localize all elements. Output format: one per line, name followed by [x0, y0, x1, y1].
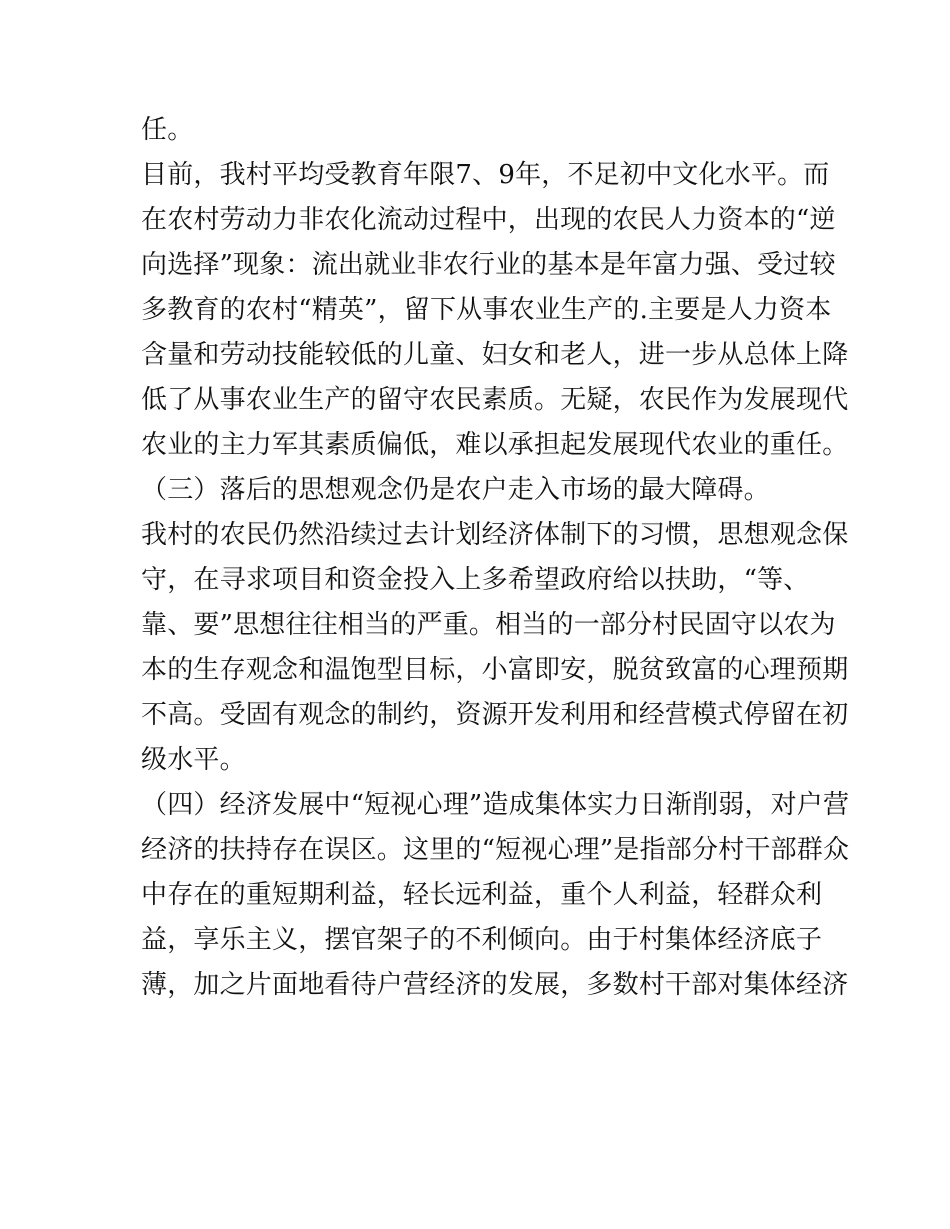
text-line: 靠、要”思想往往相当的严重。相当的一部分村民固守以农为 — [141, 610, 836, 640]
section-heading-4: （四）经济发展中“短视心理”造成集体实力日渐削弱，对户营 — [141, 790, 850, 820]
text-line: 任。 — [141, 115, 194, 145]
text-line: 在农村劳动力非农化流动过程中，出现的农民人力资本的“逆 — [141, 205, 836, 235]
section-heading-3: （三）落后的思想观念仍是农户走入市场的最大障碍。 — [141, 475, 770, 505]
text-line: 级水平。 — [141, 745, 246, 775]
text-line: 本的生存观念和温饱型目标，小富即安，脱贫致富的心理预期 — [141, 655, 849, 685]
text-line: 经济的扶持存在误区。这里的“短视心理”是指部分村干部群众 — [141, 835, 850, 865]
text-line: 我村的农民仍然沿续过去计划经济体制下的习惯，思想观念保 — [141, 520, 849, 550]
text-line: 目前，我村平均受教育年限7、9年，不足初中文化水平。而 — [141, 160, 830, 190]
text-line: 多教育的农村“精英”，留下从事农业生产的.主要是人力资本 — [141, 295, 832, 325]
text-line: 含量和劳动技能较低的儿童、妇女和老人，进一步从总体上降 — [141, 340, 849, 370]
text-line: 低了从事农业生产的留守农民素质。无疑，农民作为发展现代 — [141, 385, 849, 415]
text-line: 不高。受固有观念的制约，资源开发利用和经营模式停留在初 — [141, 700, 849, 730]
text-line: 益，享乐主义，摆官架子的不利倾向。由于村集体经济底子 — [141, 925, 823, 955]
text-line: 守，在寻求项目和资金投入上多希望政府给以扶助，“等、 — [141, 565, 810, 595]
text-line: 向选择”现象：流出就业非农行业的基本是年富力强、受过较 — [141, 250, 836, 280]
body-text — [141, 108, 850, 1008]
text-line: 中存在的重短期利益，轻长远利益，重个人利益，轻群众利 — [141, 880, 823, 910]
text-line: 农业的主力军其素质偏低，难以承担起发展现代农业的重任。 — [141, 430, 849, 460]
text-line: 薄，加之片面地看待户营经济的发展，多数村干部对集体经济 — [141, 970, 849, 1000]
